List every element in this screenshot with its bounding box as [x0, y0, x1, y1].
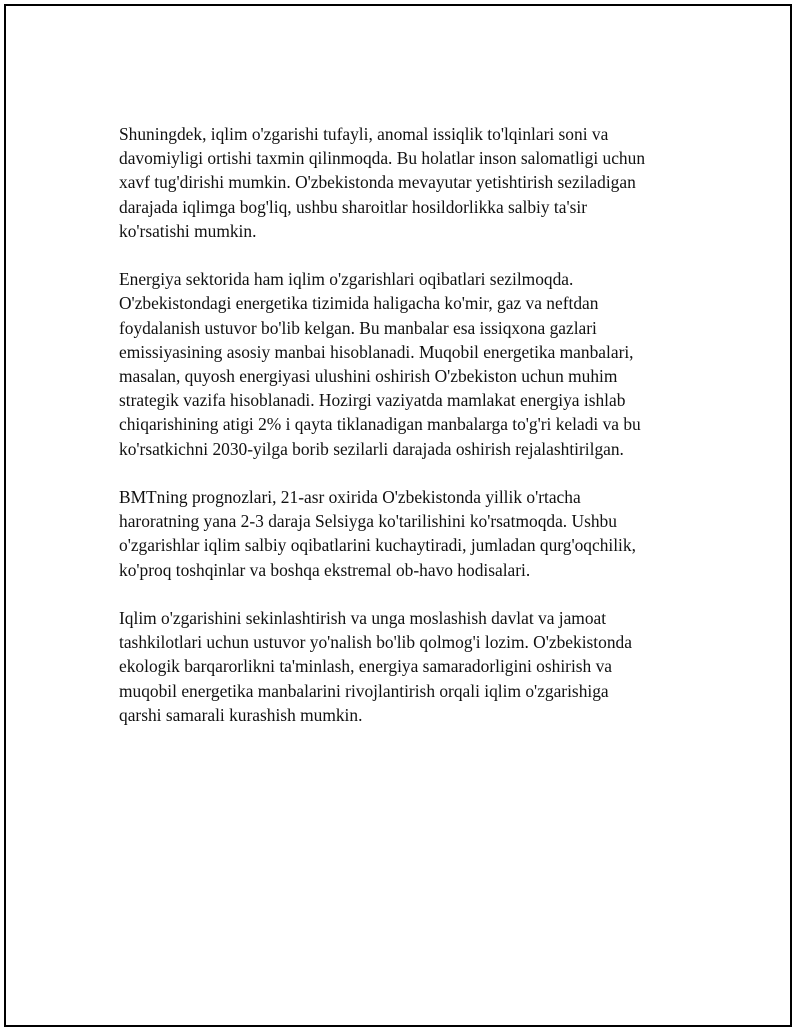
- paragraph-heat-waves: Shuningdek, iqlim o'zgarishi tufayli, anomal issiqlik to'lqinlari soni va davomiyligi ortishi taxmin qilinmoqda. Bu holatlar inson salomatligi uchun xavf tug'dirishi mumkin. O'zbekistonda mevayutar yetishtirish seziladigan darajada iqlimga bog'liq, ushbu sharoitlar hosildorlikka salbiy ta'sir ko'rsatishi mumkin.: [119, 124, 646, 241]
- document-body: [119, 122, 689, 751]
- paragraph-mitigation: Iqlim o'zgarishini sekinlashtirish va unga moslashish davlat va jamoat tashkilotlari uchun ustuvor yo'nalish bo'lib qolmog'i lozim. O'zbekistonda ekologik barqarorlikni ta'minlash, energiya samaradorligini oshirish va muqobil energetika manbalarini rivojlantirish orqali iqlim o'zgarishiga qarshi samarali kurashish mumkin.: [119, 608, 632, 725]
- paragraph-energy-sector: Energiya sektorida ham iqlim o'zgarishlari oqibatlari sezilmoqda. O'zbekistondagi energetika tizimida haligacha ko'mir, gaz va neftdan foydalanish ustuvor bo'lib kelgan. Bu manbalar esa issiqxona gazlari emissiyasining asosiy manbai hisoblanadi. Muqobil energetika manbalari, masalan, quyosh energiyasi ulushini oshirish O'zbekiston uchun muhim strategik vazifa hisoblanadi. Hozirgi vaziyatda mamlakat energiya ishlab chiqarishining atigi 2% i qayta tiklanadigan manbalarga to'g'ri keladi va bu ko'rsatkichni 2030-yilga borib sezilarli darajada oshirish rejalashtirilgan.: [119, 269, 641, 459]
- paragraph-un-forecasts: BMTning prognozlari, 21-asr oxirida O'zbekistonda yillik o'rtacha haroratning yana 2-3 daraja Selsiyga ko'tarilishini ko'rsatmoqda. Ushbu o'zgarishlar iqlim salbiy oqibatlarini kuchaytiradi, jumladan qurg'oqchilik, ko'proq toshqinlar va boshqa ekstremal ob-havo hodisalari.: [119, 487, 636, 580]
- document-page: [4, 4, 792, 1027]
